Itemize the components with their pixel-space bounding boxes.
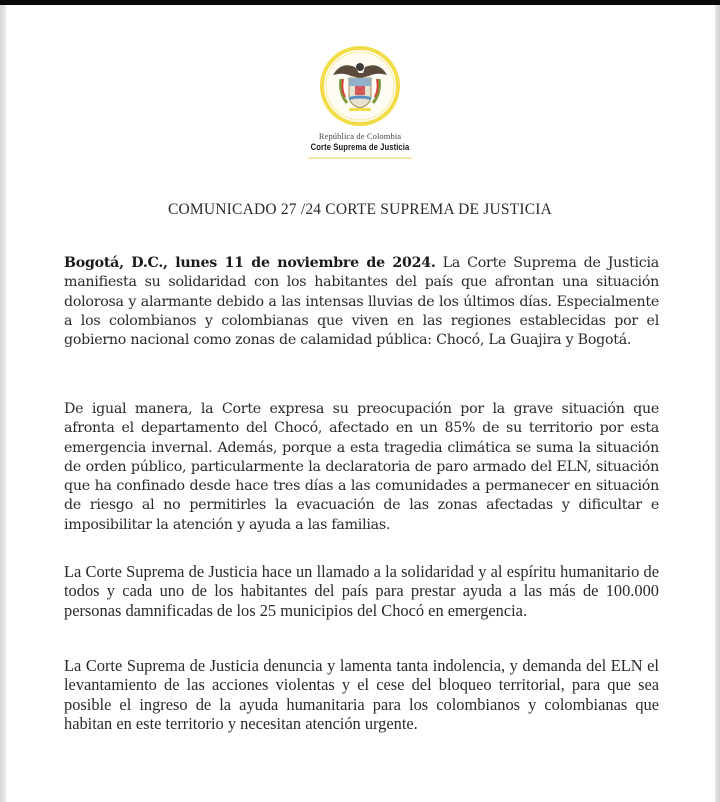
logo-underline <box>308 157 412 159</box>
paragraph-2: De igual manera, la Corte expresa su preocupación por la grave situación que afronta el departamento del Chocó, afectado en un 85% de su territorio por esta emergencia invernal. Además, porque a esta tragedia climática se suma la situación de orden público, particularmente la declaratoria de paro armado del ELN, situación que ha confinado desde hace tres días a las comunidades a permanecer en situación de riesgo al no permitirles la evacuación de las zonas afectadas y dificultar e imposibilitar la atención y ayuda a las familias. <box>64 401 659 533</box>
institution-logo-text: Corte Suprema de Justicia <box>310 142 410 152</box>
paragraph-4: La Corte Suprema de Justicia denuncia y lamenta tanta indolencia, y demanda del ELN el levantamiento de las acciones violentas y el cese del bloqueo territorial, para que sea posible el ingreso de la ayuda humanitaria para los colombianos y colombianas que habitan en este territorio y necesitan atención urgente. <box>64 656 659 733</box>
paragraph-1-text: La Corte Suprema de Justicia manifiesta su solidaridad con los habitantes del país que afrontan una situación dolorosa y alarmante debido a las intensas lluvias de los últimos días. Especialmente a los colombianos y colombianas que viven en las regiones establecidas por el gobierno nacional como zonas de calamidad pública: Chocó, La Guajira y Bogotá. <box>64 255 659 349</box>
page-edge-right <box>715 5 720 802</box>
paragraph-3: La Corte Suprema de Justicia hace un llamado a la solidaridad y al espíritu humanitario de todos y cada uno de los habitantes del país para prestar ayuda a las más de 100.000 personas damnificadas de los 25 municipios del Chocó en emergencia. <box>64 562 659 620</box>
paragraph-1 <box>64 254 659 350</box>
document-title: COMUNICADO 27 /24 CORTE SUPREMA DE JUSTICIA <box>167 201 552 218</box>
date-lead: Bogotá, D.C., lunes 11 de noviembre de 2024. <box>64 255 436 271</box>
republica-de-colombia-label: República de Colombia <box>318 131 402 141</box>
colombia-coat-of-arms-icon <box>319 45 401 127</box>
